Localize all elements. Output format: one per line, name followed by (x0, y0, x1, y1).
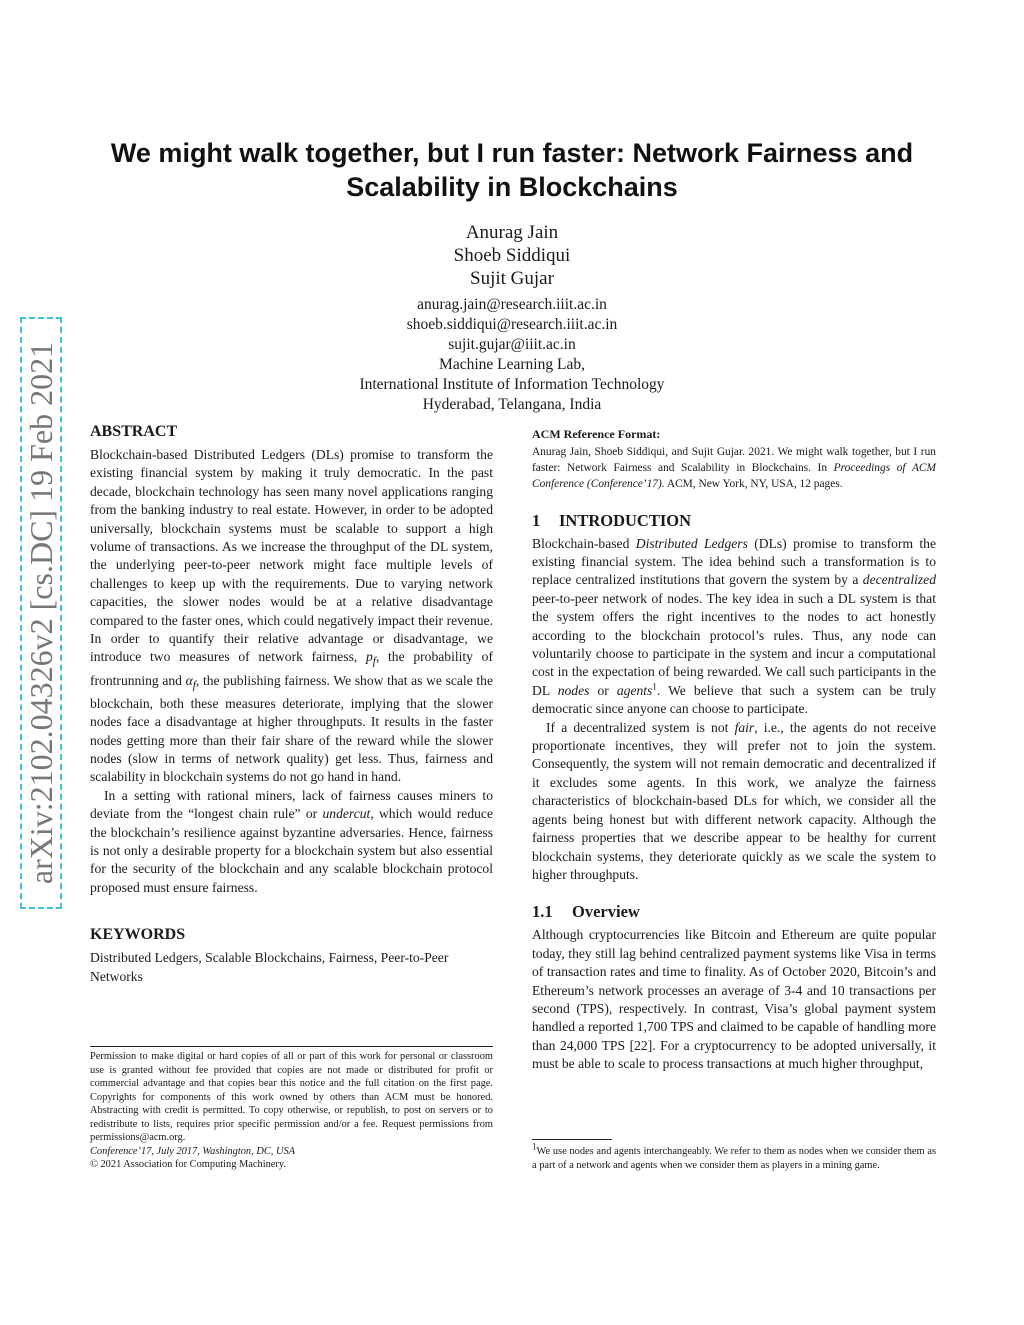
footnote-divider (532, 1139, 612, 1140)
keywords-text: Distributed Ledgers, Scalable Blockchains, Fairness, Peer-to-Peer Networks (90, 950, 449, 984)
symbol-alpha-f: $\alpha_f$ (185, 672, 196, 692)
author-name: Anurag Jain (465, 222, 559, 243)
conference-info: Conference’17, July 2017, Washington, DC, USA (90, 1145, 295, 1157)
author-email: sujit.gujar@iiit.ac.in (448, 336, 576, 353)
abstract-heading: ABSTRACT (90, 423, 178, 440)
affiliation-line: Hyderabad, Telangana, India (422, 396, 602, 413)
abstract-paragraph: Blockchain-based Distributed Ledgers (DLs) promise to transform the existing financial system by making it truly democratic. In the past decade, blockchain technology has seen many novel applications ranging from the banking industry to real estate. However, in order to be adopted universally, blockchain systems must be scalable to support a high volume of transactions. As we increase the throughput of the DL system, the underlying peer-to-peer network might face multiple levels of challenges to keep up with the requirements. Due to varying network capacities, the slower nodes would be at a relative disadvantage compared to the faster ones, which could negatively impact their revenue. In order to quantify their relative advantage or disadvantage, we introduce two measures of network fairness, $p_f$, the probability of frontrunning and $\alpha_f$, the publishing fairness. We show that as we scale the blockchain, both these measures deteriorate, implying that the slower nodes face a disadvantage at higher throughputs. It results in the faster nodes getting more than their fair share of the reward while the slower nodes (slow in terms of network quality) get less. Thus, fairness and scalability in blockchain systems do not go hand in hand. (90, 447, 493, 785)
permission-notice (90, 1046, 493, 1172)
symbol-pf: $p_f$ (365, 649, 376, 669)
paper-title: We might walk together, but I run faster: Network Fairness and Scalability in Blockchains (110, 138, 914, 202)
overview-paragraph: Although cryptocurrencies like Bitcoin and Ethereum are quite popular today, they still lag behind centralized payment systems like Visa in terms of transaction rates and time to finality. As of October 2020, Bitcoin’s and Ethereum’s network processes an average of 3-4 and 10 transactions per second (TPS), respectively. In contrast, Visa’s global payment system handled a reported 1,700 TPS and claimed to be capable of handling more than 24,000 TPS [22]. For a cryptocurrency to be adopted universally, it must be able to scale to process transactions at much higher throughput, (532, 927, 936, 1072)
author-email: anurag.jain@research.iiit.ac.in (417, 296, 607, 313)
intro-paragraph: If a decentralized system is not fair, i.e., the agents do not receive proportionate incentives, they will prefer not to join the system. Consequently, the system will not remain democratic and decentralized if it excludes some agents. In this work, we analyze the fairness characteristics of blockchain-based DLs for which, we consider all the agents being honest but with different network capacity. Although the fairness properties that we describe appear to be healthy for current blockchain systems, they deteriorate quickly as we scale the system to higher throughputs. (532, 719, 936, 882)
overview-heading: 1.1 Overview (532, 902, 640, 922)
left-column (90, 422, 493, 986)
intro-paragraph: Blockchain-based Distributed Ledgers (DLs) promise to transform the existing financial system. The idea behind such a transformation is to replace centralized institutions that govern the system by a decentralized peer-to-peer network of nodes. The key idea in such a DL system is that the system offers the right incentives to the nodes to act honestly according to the blockchain protocol’s rules. Thus, any node can voluntarily choose to participate in the system and incur a computational cost in the expectation of being rewarded. We call such participants in the DL nodes or agents$^1$. We believe that such a system can be truly democratic since anyone can choose to participate. (532, 535, 937, 717)
author-block (212, 221, 812, 415)
permission-text: Permission to make digital or hard copies of all or part of this work for personal or classroom use is granted without fee provided that copies are not made or distributed for profit or commercial advantage and that copies bear this notice and the full citation on the first page. Copyrights for components of this work owned by others than ACM must be honored. Abstracting with credit is permitted. To copy otherwise, or republish, to post on servers or to redistribute to lists, requires prior specific permission and/or a fee. Request permissions from permissions@acm.org. (90, 1051, 493, 1143)
abstract-paragraph: In a setting with rational miners, lack of fairness causes miners to deviate from the “longest chain rule” or undercut, which would reduce the blockchain’s resilience against byzantine adversaries. Hence, fairness is not only a desirable property for a blockchain system but also essential for the security of the blockchain and any scalable blockchain protocol proposed must ensure fairness. (90, 787, 493, 895)
author-email: shoeb.siddiqui@research.iiit.ac.in (406, 316, 618, 333)
author-name: Sujit Gujar (470, 268, 554, 289)
affiliation-line: Machine Learning Lab, (439, 356, 585, 373)
affiliation-line: International Institute of Information Technology (359, 376, 665, 393)
right-column (532, 427, 936, 1074)
keywords-heading: KEYWORDS (90, 926, 186, 944)
acm-reference-text: Anurag Jain, Shoeb Siddiqui, and Sujit Gujar. 2021. We might walk together, but I run faster: Network Fairness and Scalability in Blockchains. In Proceedings of ACM Conference (Conference’17). ACM, New York, NY, USA, 12 pages. (532, 446, 936, 491)
author-name: Shoeb Siddiqui (453, 245, 571, 266)
footnote: $^1$We use nodes and agents interchangeably. We refer to them as nodes when we consider them as a part of a network and agents when we consider them as players in a mining game. (532, 1141, 936, 1171)
acm-reference-heading: ACM Reference Format: (532, 427, 661, 441)
footnote-mark: 1 (652, 681, 657, 692)
arxiv-identifier: arXiv:2102.04326v2 [cs.DC] 19 Feb 2021 (22, 341, 59, 885)
copyright-line: © 2021 Association for Computing Machinery. (90, 1159, 286, 1170)
intro-heading: 1 INTRODUCTION (532, 510, 692, 530)
